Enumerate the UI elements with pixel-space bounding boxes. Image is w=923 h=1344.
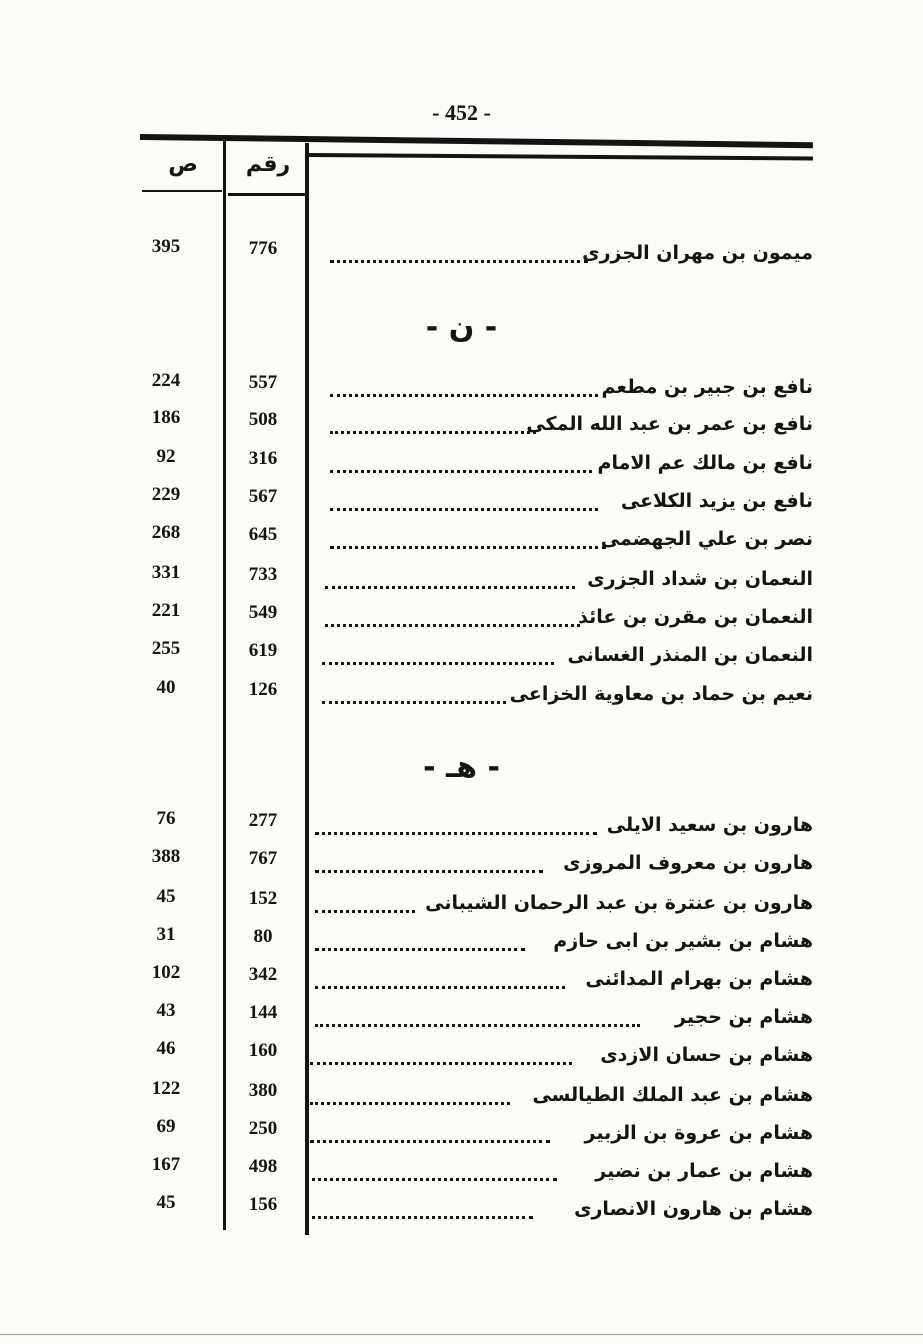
entry-name: هشام بن عمار بن نضير (595, 1160, 813, 1182)
entry-name: نافع بن يزيد الكلاعى (620, 490, 813, 512)
entry-number: 767 (248, 848, 278, 869)
index-entry (0, 846, 923, 876)
entry-number: 277 (248, 810, 278, 831)
entry-number: 160 (248, 1040, 278, 1061)
index-entry (0, 484, 923, 514)
dot-leader (315, 970, 565, 989)
index-entry (0, 677, 923, 707)
entry-page: 46 (156, 1038, 176, 1059)
page-header-underline (142, 190, 222, 192)
entry-number: 342 (248, 964, 278, 985)
entry-name: نافع بن عمر بن عبد الله المكى (526, 413, 813, 435)
entry-name: نعيم بن حماد بن معاوية الخزاعى (509, 683, 813, 705)
dot-leader (330, 415, 536, 434)
entry-name: النعمان بن مقرن بن عائذ (578, 606, 813, 628)
entry-name: النعمان بن شداد الجزرى (587, 568, 813, 590)
entry-name: هشام بن بهرام المدائنى (585, 968, 813, 990)
index-entry (0, 1116, 923, 1146)
dot-leader (330, 454, 592, 473)
entry-name: هارون بن عنترة بن عبد الرحمان الشيبانى (425, 892, 813, 914)
dot-leader (325, 570, 575, 589)
dot-leader (315, 816, 597, 835)
entry-page: 40 (156, 677, 176, 698)
entry-page: 229 (151, 484, 181, 505)
entry-page: 43 (156, 1000, 176, 1021)
entry-number: 619 (248, 640, 278, 661)
dot-leader (330, 530, 606, 549)
entry-page: 186 (151, 407, 181, 428)
page-column-header: ص (168, 152, 198, 177)
entry-page: 167 (151, 1154, 181, 1175)
entry-number: 80 (253, 926, 273, 947)
entry-number: 567 (248, 486, 278, 507)
index-entry (0, 600, 923, 630)
dot-leader (315, 932, 525, 951)
entry-page: 45 (156, 886, 176, 907)
index-entry (0, 886, 923, 916)
dot-leader (322, 646, 554, 665)
dot-leader (310, 1124, 550, 1143)
entry-number: 645 (248, 524, 278, 545)
entry-name: هشام بن حسان الازدى (600, 1044, 813, 1066)
entry-page: 224 (151, 370, 181, 391)
entry-name: النعمان بن المنذر الغسانى (567, 644, 813, 666)
dot-leader (315, 1008, 640, 1027)
dot-leader (330, 492, 598, 511)
index-entry (0, 962, 923, 992)
entry-name: هارون بن سعيد الايلى (606, 814, 813, 836)
dot-leader (330, 244, 588, 263)
index-entry (0, 407, 923, 437)
number-header-underline (228, 193, 306, 196)
bottom-edge-line (0, 1334, 923, 1335)
entry-number: 557 (248, 372, 278, 393)
dot-leader (310, 1046, 572, 1065)
index-entry (0, 808, 923, 838)
index-entry (0, 446, 923, 476)
index-entry (0, 1154, 923, 1184)
page-number: - 452 - (432, 100, 491, 125)
entry-name: هشام بن هارون الانصارى (574, 1198, 813, 1220)
index-entry (0, 370, 923, 400)
index-entry (0, 562, 923, 592)
index-entry (0, 1192, 923, 1222)
entry-number: 152 (248, 888, 278, 909)
dot-leader (315, 894, 415, 913)
index-entry (0, 236, 923, 266)
header-rule (140, 134, 813, 148)
entry-page: 268 (151, 522, 181, 543)
index-entry (0, 638, 923, 668)
dot-leader (305, 1200, 533, 1219)
entry-page: 331 (151, 562, 181, 583)
entry-page: 122 (151, 1078, 181, 1099)
dot-leader (325, 608, 580, 627)
entry-number: 549 (248, 602, 278, 623)
entry-page: 92 (156, 446, 176, 467)
entry-page: 388 (151, 846, 181, 867)
entry-number: 380 (248, 1080, 278, 1101)
section-letter-nun: - ن - (425, 310, 498, 345)
section-letter-ha: - هـ - (423, 750, 500, 785)
entry-name: نافع بن جبير بن مطعم (601, 376, 813, 398)
entry-page: 31 (156, 924, 176, 945)
entry-name: هشام بن عروة بن الزبير (584, 1122, 813, 1144)
entry-name: هشام بن حجير (675, 1006, 813, 1028)
entry-number: 316 (248, 448, 278, 469)
entry-page: 102 (151, 962, 181, 983)
index-entry (0, 1038, 923, 1068)
entry-name: هشام بن بشير بن ابى حازم (553, 930, 813, 952)
header-rule-secondary (308, 153, 813, 161)
entry-name: هشام بن عبد الملك الطيالسى (532, 1084, 813, 1106)
entry-name: هارون بن معروف المروزى (563, 852, 813, 874)
index-entry (0, 1078, 923, 1108)
entry-number: 508 (248, 409, 278, 430)
dot-leader (322, 685, 506, 704)
entry-page: 221 (151, 600, 181, 621)
entry-number: 250 (248, 1118, 278, 1139)
entry-number: 733 (248, 564, 278, 585)
entry-name: نافع بن مالك عم الامام (597, 452, 813, 474)
entry-page: 69 (156, 1116, 176, 1137)
index-entry (0, 924, 923, 954)
entry-number: 156 (248, 1194, 278, 1215)
entry-page: 255 (151, 638, 181, 659)
dot-leader (305, 1162, 557, 1181)
entry-name: نصر بن علي الجهضمى (600, 528, 813, 550)
entry-number: 498 (248, 1156, 278, 1177)
entry-number: 144 (248, 1002, 278, 1023)
entry-number: 776 (248, 238, 278, 259)
entry-page: 45 (156, 1192, 176, 1213)
dot-leader (330, 378, 598, 397)
index-entry (0, 1000, 923, 1030)
entry-page: 395 (151, 236, 181, 257)
entry-page: 76 (156, 808, 176, 829)
dot-leader (315, 854, 543, 873)
dot-leader (310, 1086, 510, 1105)
number-column-header: رقم (245, 152, 291, 177)
index-entry (0, 522, 923, 552)
entry-number: 126 (248, 679, 278, 700)
entry-name: ميمون بن مهران الجزرى (582, 242, 813, 264)
